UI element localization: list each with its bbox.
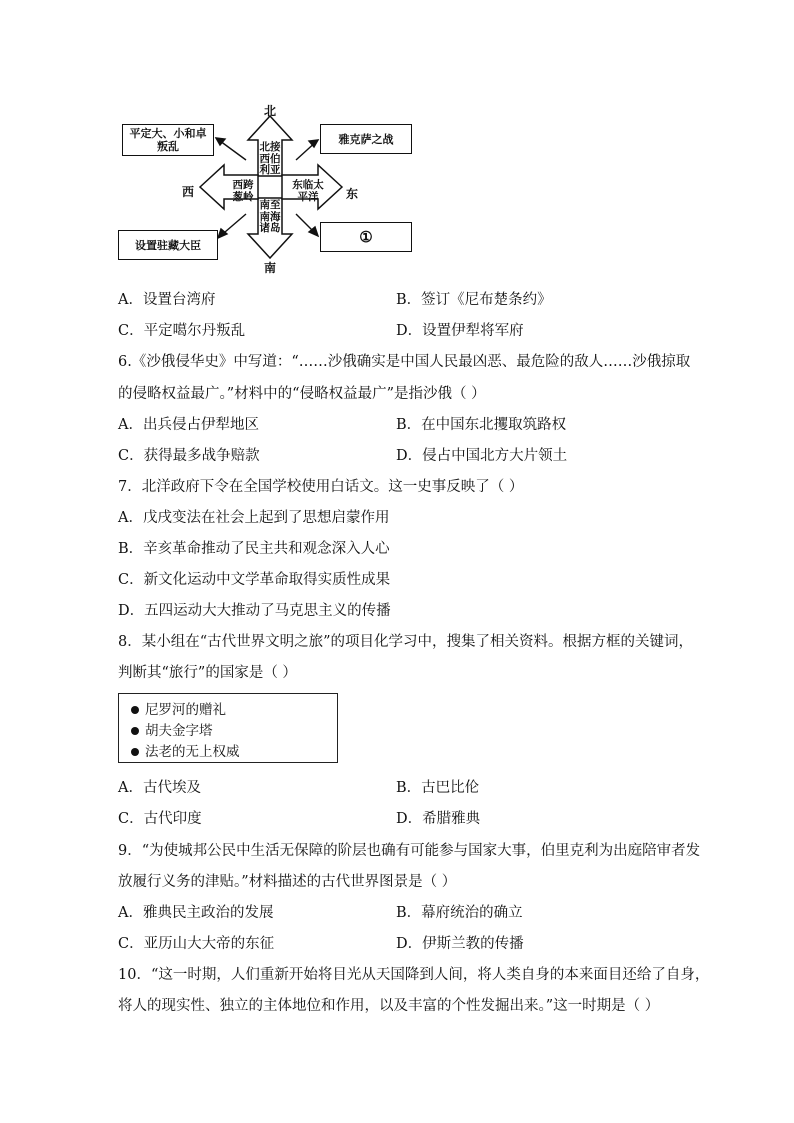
arrow-south-text: 南至南海诸岛	[259, 199, 281, 234]
q6-option-d[interactable]: D．侵占中国北方大片领土	[396, 448, 568, 464]
q5-option-b[interactable]: B．签订《尼布楚条约》	[396, 292, 552, 308]
keyword-item: 尼罗河的赠礼	[131, 700, 337, 721]
q6-stem-line-2: 的侵略权益最广。”材料中的“侵略权益最广”是指沙俄（ ）	[118, 386, 486, 402]
q6-stem-line-1: 6.《沙俄侵华史》中写道：“……沙俄确实是中国人民最凶恶、最危险的敌人……沙俄掠取	[118, 354, 691, 370]
q6-option-c[interactable]: C．获得最多战争赔款	[118, 448, 260, 464]
keyword-item: 胡夫金字塔	[131, 721, 337, 742]
q8-option-c[interactable]: C．古代印度	[118, 811, 202, 827]
arrow-north-text: 北接西伯利亚	[259, 141, 281, 176]
q7-option-a[interactable]: A．戊戌变法在社会上起到了思想启蒙作用	[118, 510, 390, 526]
q10-stem-line-1: 10．“这一时期，人们重新开始将目光从天国降到人间，将人类自身的本来面目还给了自身，	[118, 967, 710, 983]
box-southeast-blank: ①	[320, 222, 412, 252]
q6-option-b[interactable]: B．在中国东北攫取筑路权	[396, 417, 567, 433]
bullet-icon	[131, 706, 139, 714]
q9-option-a[interactable]: A．雅典民主政治的发展	[118, 905, 274, 921]
q9-stem-line-1: 9．“为使城邦公民中生活无保障的阶层也确有可能参与国家大事，伯里克利为出庭陪审者发	[118, 843, 701, 859]
q7-stem: 7．北洋政府下令在全国学校使用白话文。这一史事反映了（ ）	[118, 479, 524, 495]
q7-option-b[interactable]: B．辛亥革命推动了民主共和观念深入人心	[118, 541, 390, 557]
q9-option-d[interactable]: D．伊斯兰教的传播	[396, 936, 524, 952]
q7-option-d[interactable]: D．五四运动大大推动了马克思主义的传播	[118, 603, 391, 619]
direction-west: 西	[182, 185, 195, 199]
territory-diagram	[110, 98, 430, 278]
direction-south: 南	[264, 261, 277, 275]
arrow-west-text: 西跨葱岭	[232, 179, 254, 203]
bullet-icon	[131, 748, 139, 756]
q8-keyword-box	[118, 693, 338, 763]
q9-stem-line-2: 放履行义务的津贴。”材料描述的古代世界图景是（ ）	[118, 874, 457, 890]
q8-stem-line-1: 8．某小组在“古代世界文明之旅”的项目化学习中，搜集了相关资料。根据方框的关键词，	[118, 634, 694, 650]
q5-option-d[interactable]: D．设置伊犁将军府	[396, 323, 524, 339]
q5-option-a[interactable]: A．设置台湾府	[118, 292, 216, 308]
box-northeast: 雅克萨之战	[320, 124, 412, 154]
box-northwest: 平定大、小和卓叛乱	[122, 124, 214, 156]
arrow-east-text: 东临太平洋	[292, 179, 324, 203]
q8-option-b[interactable]: B．古巴比伦	[396, 780, 480, 796]
q7-option-c[interactable]: C．新文化运动中文学革命取得实质性成果	[118, 572, 391, 588]
direction-east: 东	[346, 187, 359, 201]
direction-north: 北	[264, 104, 277, 118]
q9-option-c[interactable]: C．亚历山大大帝的东征	[118, 936, 275, 952]
q8-option-d[interactable]: D．希腊雅典	[396, 811, 481, 827]
box-southwest: 设置驻藏大臣	[118, 230, 218, 260]
keyword-item: 法老的无上权威	[131, 742, 337, 763]
q9-option-b[interactable]: B．幕府统治的确立	[396, 905, 523, 921]
bullet-icon	[131, 727, 139, 735]
q5-option-c[interactable]: C．平定噶尔丹叛乱	[118, 323, 246, 339]
q8-option-a[interactable]: A．古代埃及	[118, 780, 201, 796]
q8-stem-line-2: 判断其“旅行”的国家是（ ）	[118, 665, 297, 681]
q10-stem-line-2: 将人的现实性、独立的主体地位和作用，以及丰富的个性发掘出来。”这一时期是（ ）	[118, 998, 660, 1014]
q6-option-a[interactable]: A．出兵侵占伊犁地区	[118, 417, 259, 433]
